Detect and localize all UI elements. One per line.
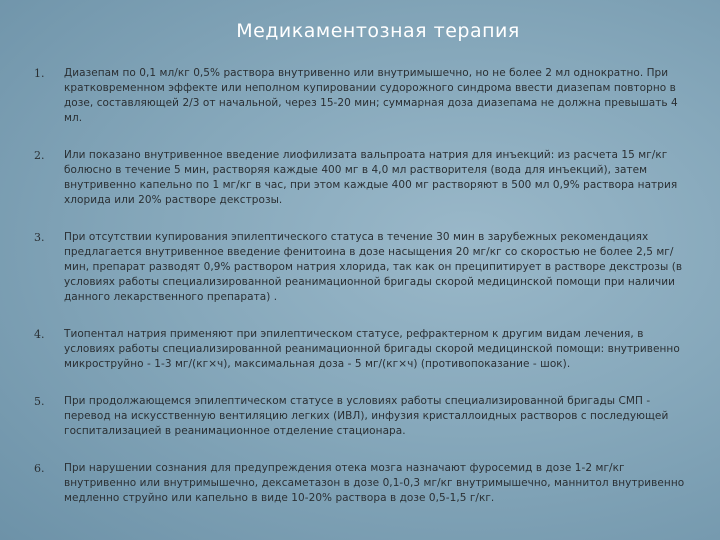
item-text: При продолжающемся эпилептическом статусе в условиях работы специализированной бригады СМП - перевод на искусственную вентиляцию легких (ИВЛ), инфузия кристаллоидных растворов с последующей госпитализацией в реанимационное отделение стационара. (64, 395, 669, 437)
item-number: 2. (34, 149, 45, 162)
list-item (34, 66, 694, 126)
list-item (34, 461, 694, 506)
item-text: При отсутствии купирования эпилептического статуса в течение 30 мин в зарубежных рекомендациях предлагается внутривенное введение фенитоина в дозе насыщения 20 мг/кг со скоростью не более 2,5 мг/мин, препарат разводят 0,9% раствором натрия хлорида, так как он преципитирует в растворе декстрозы (в условиях работы специализированной реанимационной бригады скорой медицинской помощи при наличии данного лекарственного препарата) . (64, 231, 683, 303)
item-number: 3. (34, 231, 45, 244)
item-text: Диазепам по 0,1 мл/кг 0,5% раствора внутривенно или внутримышечно, но не более 2 мл однократно. При кратковременном эффекте или неполном купировании судорожного синдрома ввести диазепам повторно в дозе, составляющей 2/3 от начальной, через 15-20 мин; суммарная доза диазепама не должна превышать 4 мл. (64, 67, 678, 124)
item-number: 5. (34, 395, 45, 408)
item-number: 1. (34, 67, 45, 80)
item-number: 4. (34, 328, 45, 341)
slide-title: Медикаментозная терапия (236, 20, 520, 42)
item-text: При нарушении сознания для предупреждения отека мозга назначают фуросемид в дозе 1-2 мг/кг внутривенно или внутримышечно, дексаметазон в дозе 0,1-0,3 мг/кг внутримышечно, маннитол внутривенно медленно струйно или капельно в виде 10-20% раствора в дозе 0,5-1,5 г/кг. (64, 462, 685, 504)
list-item (34, 327, 694, 372)
list-item (34, 230, 694, 305)
therapy-list (34, 66, 694, 506)
item-text: Тиопентал натрия применяют при эпилептическом статусе, рефрактерном к другим видам лечения, в условиях работы специализированной реанимационной бригады скорой медицинской помощи: внутривенно микроструйно - 1-3 мг/(кг×ч), максимальная доза - 5 мг/(кг×ч) (противопоказание - шок). (64, 328, 680, 370)
item-text: Или показано внутривенное введение лиофилизата вальпроата натрия для инъекций: из расчета 15 мг/кг болюсно в течение 5 мин, растворяя каждые 400 мг в 4,0 мл растворителя (вода для инъекций), затем внутривенно капельно по 1 мг/кг в час, при этом каждые 400 мг растворяют в 500 мл 0,9% раствора натрия хлорида или 20% растворе декстрозы. (64, 149, 678, 206)
list-item (34, 394, 694, 439)
item-number: 6. (34, 462, 45, 475)
list-item (34, 148, 694, 208)
